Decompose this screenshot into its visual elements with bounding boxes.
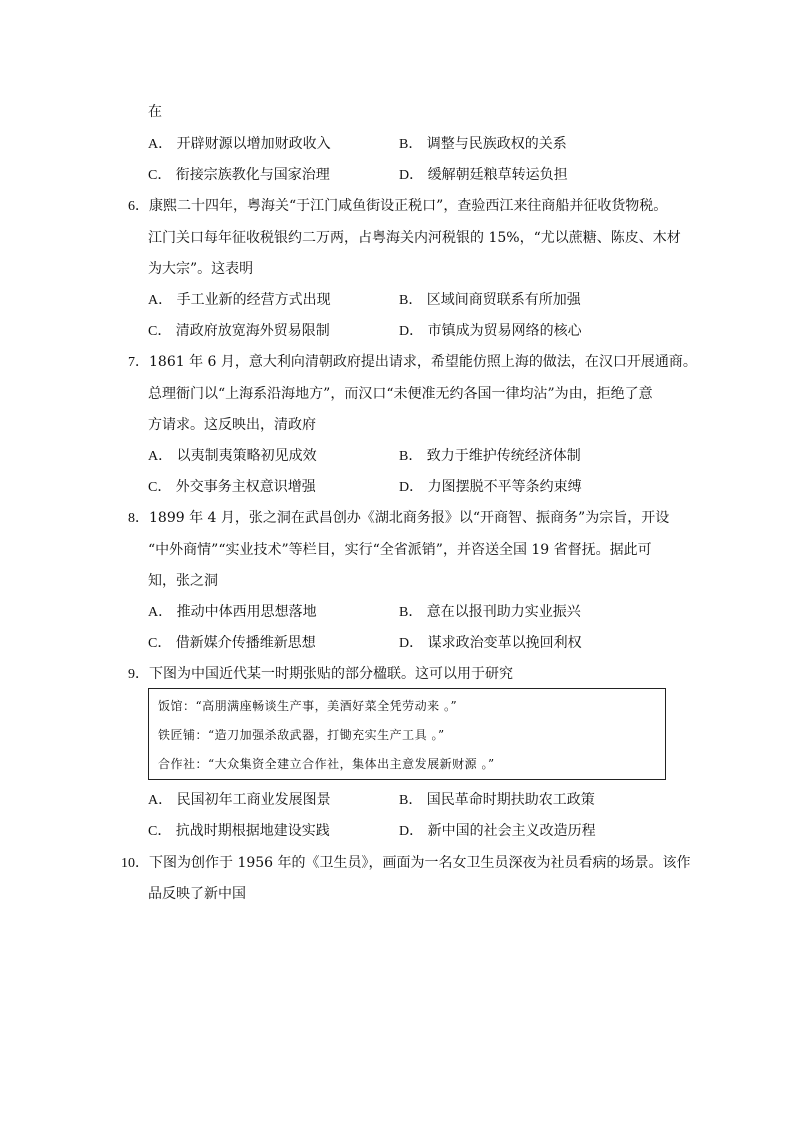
q6-option-b[interactable]: B． 区域间商贸联系有所加强 <box>399 292 581 308</box>
q9-option-c[interactable]: C． 抗战时期根据地建设实践 <box>148 823 330 839</box>
q6-option-d[interactable]: D． 市镇成为贸易网络的核心 <box>399 323 582 339</box>
q6-option-a[interactable]: A． 手工业新的经营方式出现 <box>148 292 331 308</box>
q8-stem-line-1: 8．1899 年 4 月，张之洞在武昌创办《湖北商务报》以“开商智、振商务”为宗旨，开设 <box>128 510 670 526</box>
q5-stem-tail: 在 <box>148 104 162 120</box>
q9-option-d[interactable]: D． 新中国的社会主义改造历程 <box>399 823 596 839</box>
q5-option-c[interactable]: C． 衔接宗族教化与国家治理 <box>148 167 330 183</box>
q7-stem-line-1: 7．1861 年 6 月，意大利向清朝政府提出请求，希望能仿照上海的做法，在汉口开展通商。 <box>128 354 697 370</box>
couplet-blacksmith: 铁匠铺：“造刀加强杀敌武器，打锄充实生产工具 。” <box>158 728 445 742</box>
q8-stem-line-3: 知，张之洞 <box>148 573 218 589</box>
q7-stem-line-3: 方请求。这反映出，清政府 <box>148 417 316 433</box>
couplet-cooperative: 合作社：“大众集资全建立合作社，集体出主意发展新财源 。” <box>158 757 495 771</box>
q5-option-a[interactable]: A． 开辟财源以增加财政收入 <box>148 136 331 152</box>
q8-stem-line-2: “中外商情”“实业技术”等栏目，实行“全省派销”，并咨送全国 19 省督抚。据此可 <box>148 542 652 558</box>
q8-option-a[interactable]: A． 推动中体西用思想落地 <box>148 604 317 620</box>
q7-option-a[interactable]: A． 以夷制夷策略初见成效 <box>148 448 317 464</box>
q10-stem-line-2: 品反映了新中国 <box>148 886 246 902</box>
q10-stem-line-1: 10．下图为创作于 1956 年的《卫生员》，画面为一名女卫生员深夜为社员看病的场景。该作 <box>121 855 691 871</box>
q7-option-b[interactable]: B． 致力于维护传统经济体制 <box>399 448 581 464</box>
couplet-restaurant: 饭馆：“高朋满座畅谈生产事，美酒好菜全凭劳动来 。” <box>158 699 458 713</box>
q6-option-c[interactable]: C． 清政府放宽海外贸易限制 <box>148 323 330 339</box>
q9-stem-line-1: 9．下图为中国近代某一时期张贴的部分楹联。这可以用于研究 <box>128 666 513 682</box>
q6-stem-line-2: 江门关口每年征收税银约二万两，占粤海关内河税银的 15%，“尤以蔗糖、陈皮、木材 <box>148 230 681 246</box>
q5-option-b[interactable]: B． 调整与民族政权的关系 <box>399 136 567 152</box>
q5-option-d[interactable]: D． 缓解朝廷粮草转运负担 <box>399 167 568 183</box>
q7-stem-line-2: 总理衙门以“上海系沿海地方”，而汉口“未便准无约各国一律均沾”为由，拒绝了意 <box>148 386 653 402</box>
q9-option-a[interactable]: A． 民国初年工商业发展图景 <box>148 792 331 808</box>
q8-option-d[interactable]: D． 谋求政治变革以挽回利权 <box>399 635 582 651</box>
q9-option-b[interactable]: B． 国民革命时期扶助农工政策 <box>399 792 595 808</box>
q6-stem-line-3: 为大宗”。这表明 <box>148 261 254 277</box>
q6-stem-line-1: 6．康熙二十四年，粤海关“于江门咸鱼街设正税口”，查验西江来往商船并征收货物税。 <box>128 198 668 214</box>
couplet-box <box>148 688 666 780</box>
q7-option-c[interactable]: C． 外交事务主权意识增强 <box>148 479 316 495</box>
q7-option-d[interactable]: D． 力图摆脱不平等条约束缚 <box>399 479 582 495</box>
q8-option-c[interactable]: C． 借新媒介传播维新思想 <box>148 635 316 651</box>
q8-option-b[interactable]: B． 意在以报刊助力实业振兴 <box>399 604 581 620</box>
